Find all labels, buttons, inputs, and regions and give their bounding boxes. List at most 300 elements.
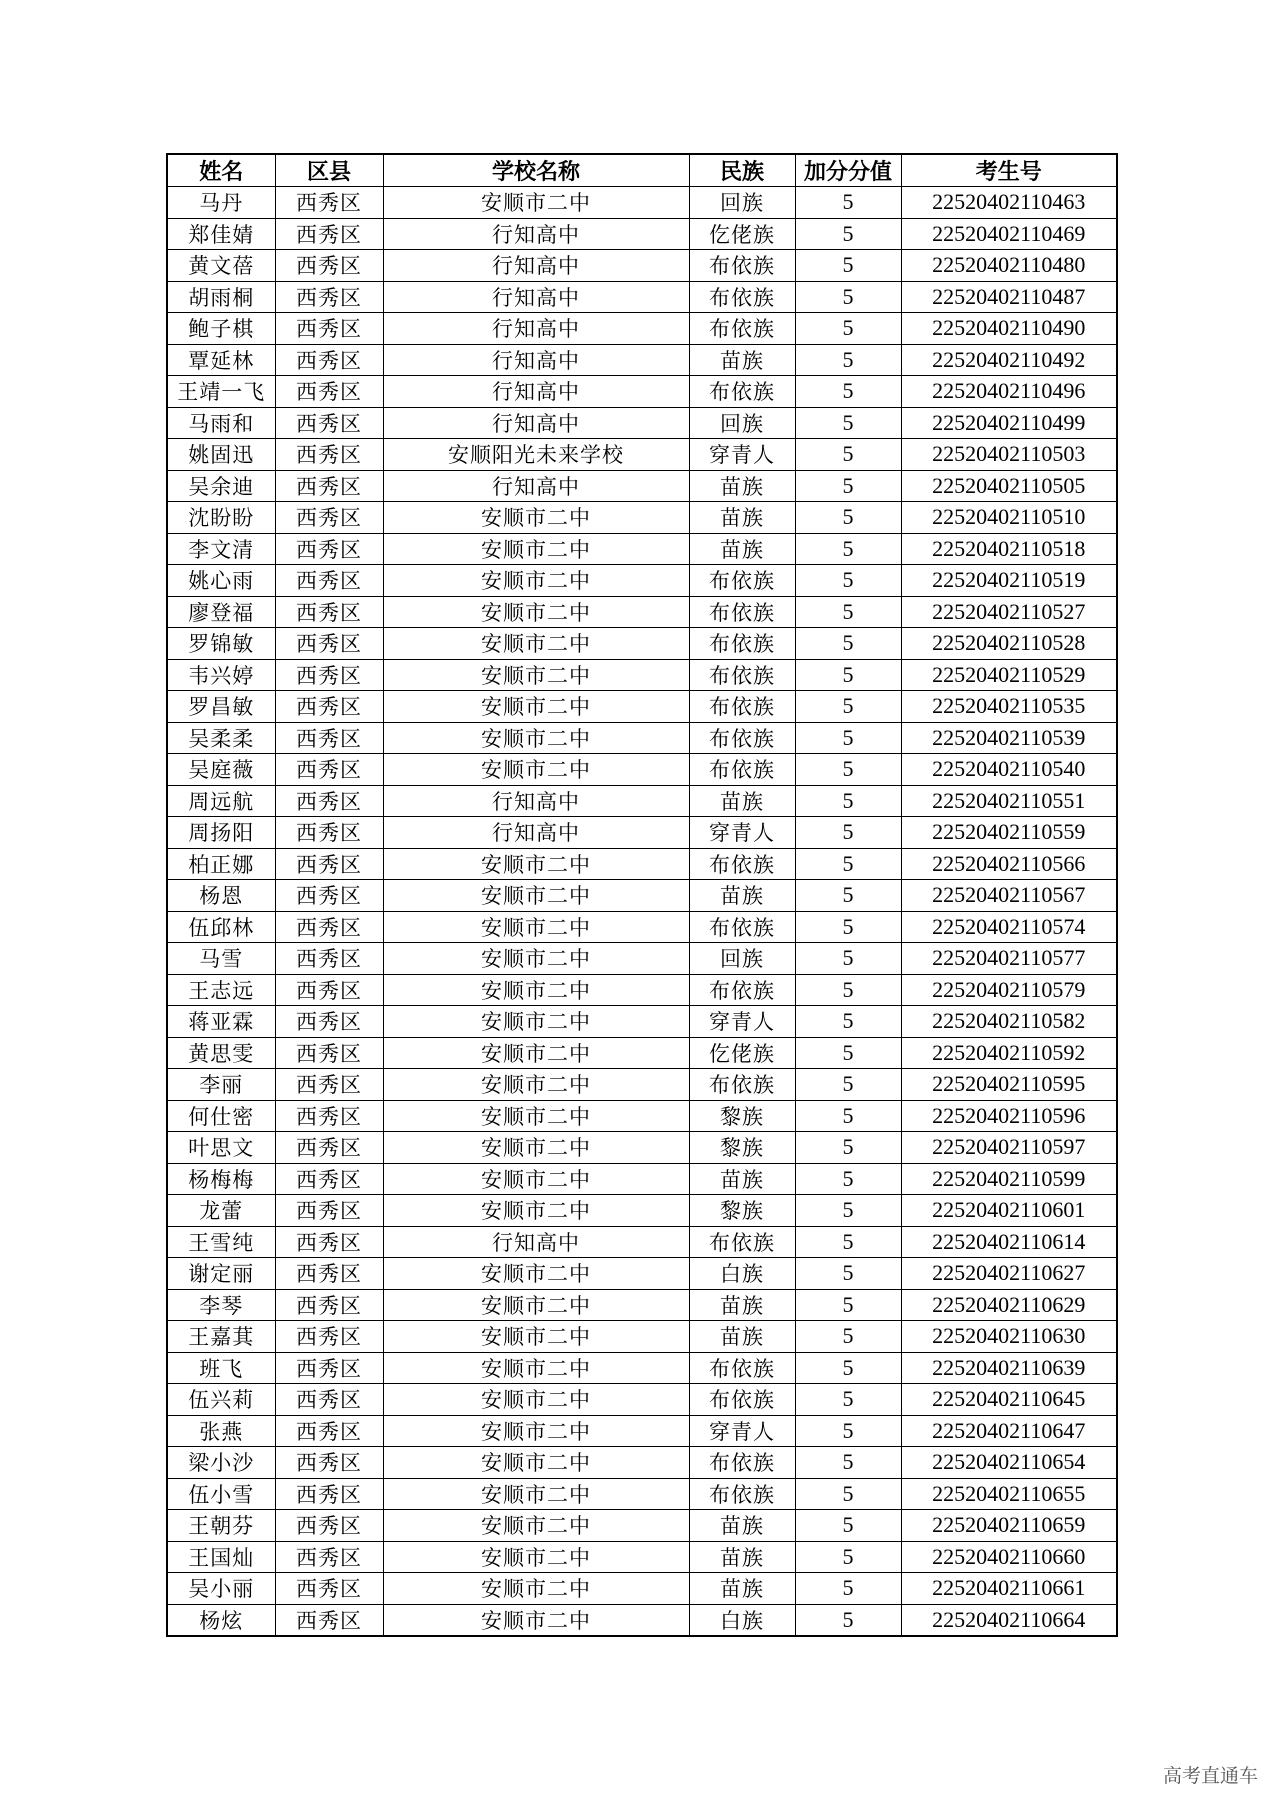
cell-bonus-points: 5 bbox=[795, 1541, 901, 1573]
cell-exam-id: 22520402110597 bbox=[901, 1132, 1117, 1164]
cell-county: 西秀区 bbox=[275, 785, 383, 817]
table-row bbox=[167, 1006, 1117, 1038]
cell-name: 马丹 bbox=[167, 187, 275, 219]
cell-ethnicity: 布依族 bbox=[689, 1226, 795, 1258]
cell-name: 梁小沙 bbox=[167, 1447, 275, 1479]
table-row bbox=[167, 817, 1117, 849]
cell-exam-id: 22520402110480 bbox=[901, 250, 1117, 282]
cell-county: 西秀区 bbox=[275, 218, 383, 250]
cell-ethnicity: 回族 bbox=[689, 407, 795, 439]
cell-school: 安顺市二中 bbox=[383, 1037, 689, 1069]
cell-ethnicity: 布依族 bbox=[689, 565, 795, 597]
table-row bbox=[167, 754, 1117, 786]
cell-exam-id: 22520402110579 bbox=[901, 974, 1117, 1006]
cell-bonus-points: 5 bbox=[795, 439, 901, 471]
cell-bonus-points: 5 bbox=[795, 218, 901, 250]
cell-ethnicity: 苗族 bbox=[689, 1510, 795, 1542]
table-row bbox=[167, 722, 1117, 754]
cell-school: 行知高中 bbox=[383, 817, 689, 849]
cell-exam-id: 22520402110614 bbox=[901, 1226, 1117, 1258]
cell-name: 吴余迪 bbox=[167, 470, 275, 502]
cell-exam-id: 22520402110629 bbox=[901, 1289, 1117, 1321]
cell-name: 覃延林 bbox=[167, 344, 275, 376]
cell-exam-id: 22520402110519 bbox=[901, 565, 1117, 597]
cell-bonus-points: 5 bbox=[795, 691, 901, 723]
cell-school: 安顺市二中 bbox=[383, 1541, 689, 1573]
cell-name: 韦兴婷 bbox=[167, 659, 275, 691]
cell-county: 西秀区 bbox=[275, 628, 383, 660]
table-row bbox=[167, 691, 1117, 723]
cell-school: 行知高中 bbox=[383, 785, 689, 817]
cell-name: 柏正娜 bbox=[167, 848, 275, 880]
cell-ethnicity: 黎族 bbox=[689, 1195, 795, 1227]
cell-county: 西秀区 bbox=[275, 470, 383, 502]
table-row bbox=[167, 1132, 1117, 1164]
cell-county: 西秀区 bbox=[275, 974, 383, 1006]
cell-ethnicity: 穿青人 bbox=[689, 1006, 795, 1038]
cell-ethnicity: 布依族 bbox=[689, 313, 795, 345]
cell-bonus-points: 5 bbox=[795, 407, 901, 439]
cell-county: 西秀区 bbox=[275, 848, 383, 880]
cell-ethnicity: 布依族 bbox=[689, 722, 795, 754]
cell-exam-id: 22520402110540 bbox=[901, 754, 1117, 786]
cell-school: 安顺市二中 bbox=[383, 565, 689, 597]
cell-ethnicity: 苗族 bbox=[689, 1573, 795, 1605]
cell-name: 伍邱林 bbox=[167, 911, 275, 943]
cell-county: 西秀区 bbox=[275, 596, 383, 628]
cell-school: 安顺市二中 bbox=[383, 1100, 689, 1132]
cell-name: 王国灿 bbox=[167, 1541, 275, 1573]
table-row bbox=[167, 659, 1117, 691]
cell-name: 李琴 bbox=[167, 1289, 275, 1321]
cell-ethnicity: 白族 bbox=[689, 1604, 795, 1636]
cell-school: 安顺市二中 bbox=[383, 187, 689, 219]
cell-bonus-points: 5 bbox=[795, 848, 901, 880]
cell-school: 安顺市二中 bbox=[383, 911, 689, 943]
cell-ethnicity: 布依族 bbox=[689, 1447, 795, 1479]
table-row bbox=[167, 218, 1117, 250]
cell-school: 安顺市二中 bbox=[383, 1069, 689, 1101]
cell-ethnicity: 苗族 bbox=[689, 785, 795, 817]
cell-exam-id: 22520402110577 bbox=[901, 943, 1117, 975]
cell-exam-id: 22520402110601 bbox=[901, 1195, 1117, 1227]
cell-bonus-points: 5 bbox=[795, 1447, 901, 1479]
cell-exam-id: 22520402110582 bbox=[901, 1006, 1117, 1038]
table-row bbox=[167, 1478, 1117, 1510]
cell-ethnicity: 穿青人 bbox=[689, 439, 795, 471]
cell-county: 西秀区 bbox=[275, 281, 383, 313]
cell-ethnicity: 布依族 bbox=[689, 596, 795, 628]
cell-ethnicity: 回族 bbox=[689, 943, 795, 975]
cell-county: 西秀区 bbox=[275, 565, 383, 597]
cell-name: 马雨和 bbox=[167, 407, 275, 439]
cell-ethnicity: 仡佬族 bbox=[689, 218, 795, 250]
cell-school: 安顺市二中 bbox=[383, 659, 689, 691]
table-row bbox=[167, 974, 1117, 1006]
cell-exam-id: 22520402110529 bbox=[901, 659, 1117, 691]
cell-ethnicity: 布依族 bbox=[689, 628, 795, 660]
table-row bbox=[167, 1226, 1117, 1258]
table-row bbox=[167, 628, 1117, 660]
cell-ethnicity: 布依族 bbox=[689, 1384, 795, 1416]
cell-exam-id: 22520402110639 bbox=[901, 1352, 1117, 1384]
cell-school: 安顺市二中 bbox=[383, 1510, 689, 1542]
cell-name: 王嘉萁 bbox=[167, 1321, 275, 1353]
table-row bbox=[167, 1541, 1117, 1573]
cell-exam-id: 22520402110595 bbox=[901, 1069, 1117, 1101]
table-row bbox=[167, 1447, 1117, 1479]
cell-name: 蒋亚霖 bbox=[167, 1006, 275, 1038]
cell-ethnicity: 布依族 bbox=[689, 974, 795, 1006]
cell-school: 安顺市二中 bbox=[383, 848, 689, 880]
cell-bonus-points: 5 bbox=[795, 659, 901, 691]
table-row bbox=[167, 533, 1117, 565]
cell-name: 张燕 bbox=[167, 1415, 275, 1447]
cell-school: 行知高中 bbox=[383, 1226, 689, 1258]
table-row bbox=[167, 848, 1117, 880]
cell-county: 西秀区 bbox=[275, 533, 383, 565]
cell-bonus-points: 5 bbox=[795, 1258, 901, 1290]
cell-ethnicity: 苗族 bbox=[689, 344, 795, 376]
cell-school: 安顺市二中 bbox=[383, 1006, 689, 1038]
table-row bbox=[167, 1604, 1117, 1636]
cell-bonus-points: 5 bbox=[795, 880, 901, 912]
watermark-text: 高考直通车 bbox=[1162, 1765, 1258, 1787]
cell-county: 西秀区 bbox=[275, 1478, 383, 1510]
cell-ethnicity: 回族 bbox=[689, 187, 795, 219]
cell-ethnicity: 苗族 bbox=[689, 470, 795, 502]
cell-exam-id: 22520402110490 bbox=[901, 313, 1117, 345]
cell-ethnicity: 布依族 bbox=[689, 250, 795, 282]
cell-name: 郑佳婧 bbox=[167, 218, 275, 250]
cell-name: 王朝芬 bbox=[167, 1510, 275, 1542]
cell-bonus-points: 5 bbox=[795, 502, 901, 534]
cell-exam-id: 22520402110659 bbox=[901, 1510, 1117, 1542]
table-row bbox=[167, 439, 1117, 471]
cell-bonus-points: 5 bbox=[795, 817, 901, 849]
table-row bbox=[167, 1195, 1117, 1227]
cell-name: 王靖一飞 bbox=[167, 376, 275, 408]
cell-ethnicity: 布依族 bbox=[689, 911, 795, 943]
cell-county: 西秀区 bbox=[275, 659, 383, 691]
cell-school: 安顺市二中 bbox=[383, 943, 689, 975]
cell-county: 西秀区 bbox=[275, 1604, 383, 1636]
header-school: 学校名称 bbox=[383, 154, 689, 187]
cell-name: 叶思文 bbox=[167, 1132, 275, 1164]
cell-exam-id: 22520402110551 bbox=[901, 785, 1117, 817]
cell-exam-id: 22520402110664 bbox=[901, 1604, 1117, 1636]
cell-school: 安顺阳光未来学校 bbox=[383, 439, 689, 471]
cell-exam-id: 22520402110599 bbox=[901, 1163, 1117, 1195]
cell-school: 行知高中 bbox=[383, 376, 689, 408]
cell-school: 安顺市二中 bbox=[383, 533, 689, 565]
cell-exam-id: 22520402110661 bbox=[901, 1573, 1117, 1605]
cell-ethnicity: 布依族 bbox=[689, 376, 795, 408]
cell-county: 西秀区 bbox=[275, 754, 383, 786]
table-row bbox=[167, 911, 1117, 943]
cell-name: 伍小雪 bbox=[167, 1478, 275, 1510]
cell-county: 西秀区 bbox=[275, 1100, 383, 1132]
cell-school: 安顺市二中 bbox=[383, 1447, 689, 1479]
cell-exam-id: 22520402110567 bbox=[901, 880, 1117, 912]
cell-county: 西秀区 bbox=[275, 1069, 383, 1101]
cell-exam-id: 22520402110510 bbox=[901, 502, 1117, 534]
cell-school: 安顺市二中 bbox=[383, 1258, 689, 1290]
table-row bbox=[167, 1100, 1117, 1132]
cell-name: 王志远 bbox=[167, 974, 275, 1006]
cell-exam-id: 22520402110574 bbox=[901, 911, 1117, 943]
cell-exam-id: 22520402110566 bbox=[901, 848, 1117, 880]
cell-ethnicity: 黎族 bbox=[689, 1132, 795, 1164]
cell-exam-id: 22520402110499 bbox=[901, 407, 1117, 439]
table-row bbox=[167, 1510, 1117, 1542]
table-row bbox=[167, 344, 1117, 376]
cell-school: 安顺市二中 bbox=[383, 596, 689, 628]
cell-county: 西秀区 bbox=[275, 1006, 383, 1038]
cell-county: 西秀区 bbox=[275, 1384, 383, 1416]
cell-school: 行知高中 bbox=[383, 344, 689, 376]
cell-county: 西秀区 bbox=[275, 1037, 383, 1069]
cell-bonus-points: 5 bbox=[795, 1132, 901, 1164]
cell-exam-id: 22520402110654 bbox=[901, 1447, 1117, 1479]
cell-bonus-points: 5 bbox=[795, 911, 901, 943]
cell-school: 安顺市二中 bbox=[383, 880, 689, 912]
cell-county: 西秀区 bbox=[275, 407, 383, 439]
cell-name: 黄思雯 bbox=[167, 1037, 275, 1069]
cell-school: 安顺市二中 bbox=[383, 1289, 689, 1321]
table-row bbox=[167, 1258, 1117, 1290]
cell-bonus-points: 5 bbox=[795, 1226, 901, 1258]
cell-ethnicity: 穿青人 bbox=[689, 1415, 795, 1447]
cell-bonus-points: 5 bbox=[795, 1604, 901, 1636]
cell-bonus-points: 5 bbox=[795, 470, 901, 502]
cell-ethnicity: 苗族 bbox=[689, 1321, 795, 1353]
table-header-row bbox=[167, 154, 1117, 187]
table-row bbox=[167, 1415, 1117, 1447]
cell-bonus-points: 5 bbox=[795, 1069, 901, 1101]
cell-county: 西秀区 bbox=[275, 722, 383, 754]
cell-name: 沈盼盼 bbox=[167, 502, 275, 534]
cell-school: 行知高中 bbox=[383, 470, 689, 502]
cell-county: 西秀区 bbox=[275, 1289, 383, 1321]
cell-ethnicity: 苗族 bbox=[689, 1163, 795, 1195]
cell-county: 西秀区 bbox=[275, 1132, 383, 1164]
table-row bbox=[167, 1384, 1117, 1416]
cell-ethnicity: 苗族 bbox=[689, 533, 795, 565]
table-row bbox=[167, 1321, 1117, 1353]
cell-county: 西秀区 bbox=[275, 943, 383, 975]
table-row bbox=[167, 502, 1117, 534]
cell-bonus-points: 5 bbox=[795, 785, 901, 817]
cell-name: 吴小丽 bbox=[167, 1573, 275, 1605]
cell-bonus-points: 5 bbox=[795, 565, 901, 597]
table-row bbox=[167, 1573, 1117, 1605]
cell-name: 胡雨桐 bbox=[167, 281, 275, 313]
cell-ethnicity: 白族 bbox=[689, 1258, 795, 1290]
table-row bbox=[167, 281, 1117, 313]
cell-county: 西秀区 bbox=[275, 250, 383, 282]
header-exam-id: 考生号 bbox=[901, 154, 1117, 187]
cell-exam-id: 22520402110627 bbox=[901, 1258, 1117, 1290]
cell-bonus-points: 5 bbox=[795, 344, 901, 376]
cell-name: 杨梅梅 bbox=[167, 1163, 275, 1195]
cell-name: 何仕密 bbox=[167, 1100, 275, 1132]
cell-county: 西秀区 bbox=[275, 911, 383, 943]
cell-ethnicity: 布依族 bbox=[689, 754, 795, 786]
cell-exam-id: 22520402110592 bbox=[901, 1037, 1117, 1069]
cell-bonus-points: 5 bbox=[795, 974, 901, 1006]
cell-school: 安顺市二中 bbox=[383, 502, 689, 534]
table-row bbox=[167, 187, 1117, 219]
cell-name: 廖登福 bbox=[167, 596, 275, 628]
cell-exam-id: 22520402110503 bbox=[901, 439, 1117, 471]
cell-name: 鲍子棋 bbox=[167, 313, 275, 345]
cell-name: 马雪 bbox=[167, 943, 275, 975]
cell-school: 安顺市二中 bbox=[383, 628, 689, 660]
cell-bonus-points: 5 bbox=[795, 187, 901, 219]
cell-name: 姚心雨 bbox=[167, 565, 275, 597]
document-sheet bbox=[166, 153, 1116, 1637]
cell-ethnicity: 布依族 bbox=[689, 691, 795, 723]
table-body bbox=[167, 187, 1117, 1637]
cell-bonus-points: 5 bbox=[795, 1321, 901, 1353]
cell-bonus-points: 5 bbox=[795, 281, 901, 313]
cell-bonus-points: 5 bbox=[795, 1573, 901, 1605]
cell-school: 安顺市二中 bbox=[383, 1604, 689, 1636]
cell-school: 行知高中 bbox=[383, 313, 689, 345]
cell-exam-id: 22520402110630 bbox=[901, 1321, 1117, 1353]
cell-name: 黄文蓓 bbox=[167, 250, 275, 282]
header-name: 姓名 bbox=[167, 154, 275, 187]
cell-county: 西秀区 bbox=[275, 1195, 383, 1227]
cell-bonus-points: 5 bbox=[795, 533, 901, 565]
table-row bbox=[167, 596, 1117, 628]
cell-bonus-points: 5 bbox=[795, 1289, 901, 1321]
table-row bbox=[167, 565, 1117, 597]
cell-school: 安顺市二中 bbox=[383, 1195, 689, 1227]
cell-bonus-points: 5 bbox=[795, 1163, 901, 1195]
cell-county: 西秀区 bbox=[275, 1447, 383, 1479]
cell-county: 西秀区 bbox=[275, 344, 383, 376]
table-row bbox=[167, 1069, 1117, 1101]
cell-ethnicity: 穿青人 bbox=[689, 817, 795, 849]
bonus-points-table bbox=[166, 153, 1118, 1637]
cell-exam-id: 22520402110645 bbox=[901, 1384, 1117, 1416]
cell-county: 西秀区 bbox=[275, 502, 383, 534]
cell-county: 西秀区 bbox=[275, 187, 383, 219]
cell-ethnicity: 黎族 bbox=[689, 1100, 795, 1132]
table-row bbox=[167, 943, 1117, 975]
table-row bbox=[167, 1289, 1117, 1321]
cell-county: 西秀区 bbox=[275, 1573, 383, 1605]
cell-school: 行知高中 bbox=[383, 250, 689, 282]
cell-bonus-points: 5 bbox=[795, 596, 901, 628]
table-row bbox=[167, 376, 1117, 408]
cell-ethnicity: 苗族 bbox=[689, 880, 795, 912]
cell-school: 安顺市二中 bbox=[383, 1478, 689, 1510]
table-row bbox=[167, 313, 1117, 345]
cell-bonus-points: 5 bbox=[795, 1384, 901, 1416]
header-county: 区县 bbox=[275, 154, 383, 187]
table-row bbox=[167, 250, 1117, 282]
cell-bonus-points: 5 bbox=[795, 1352, 901, 1384]
cell-bonus-points: 5 bbox=[795, 1195, 901, 1227]
cell-exam-id: 22520402110463 bbox=[901, 187, 1117, 219]
cell-exam-id: 22520402110528 bbox=[901, 628, 1117, 660]
cell-ethnicity: 布依族 bbox=[689, 659, 795, 691]
cell-county: 西秀区 bbox=[275, 376, 383, 408]
cell-name: 周远航 bbox=[167, 785, 275, 817]
cell-county: 西秀区 bbox=[275, 691, 383, 723]
cell-ethnicity: 苗族 bbox=[689, 502, 795, 534]
cell-exam-id: 22520402110496 bbox=[901, 376, 1117, 408]
cell-school: 行知高中 bbox=[383, 218, 689, 250]
cell-school: 安顺市二中 bbox=[383, 1415, 689, 1447]
cell-exam-id: 22520402110559 bbox=[901, 817, 1117, 849]
table-row bbox=[167, 470, 1117, 502]
header-bonus-points: 加分分值 bbox=[795, 154, 901, 187]
cell-bonus-points: 5 bbox=[795, 722, 901, 754]
cell-ethnicity: 布依族 bbox=[689, 1478, 795, 1510]
cell-exam-id: 22520402110527 bbox=[901, 596, 1117, 628]
cell-school: 安顺市二中 bbox=[383, 691, 689, 723]
cell-name: 李文清 bbox=[167, 533, 275, 565]
cell-county: 西秀区 bbox=[275, 1541, 383, 1573]
cell-ethnicity: 仡佬族 bbox=[689, 1037, 795, 1069]
cell-ethnicity: 苗族 bbox=[689, 1289, 795, 1321]
cell-name: 吴柔柔 bbox=[167, 722, 275, 754]
cell-name: 姚固迅 bbox=[167, 439, 275, 471]
cell-bonus-points: 5 bbox=[795, 628, 901, 660]
cell-bonus-points: 5 bbox=[795, 1415, 901, 1447]
cell-ethnicity: 布依族 bbox=[689, 848, 795, 880]
cell-name: 杨炫 bbox=[167, 1604, 275, 1636]
cell-bonus-points: 5 bbox=[795, 250, 901, 282]
cell-county: 西秀区 bbox=[275, 1510, 383, 1542]
cell-bonus-points: 5 bbox=[795, 1478, 901, 1510]
cell-bonus-points: 5 bbox=[795, 1100, 901, 1132]
table-row bbox=[167, 785, 1117, 817]
cell-ethnicity: 布依族 bbox=[689, 1352, 795, 1384]
cell-exam-id: 22520402110539 bbox=[901, 722, 1117, 754]
cell-exam-id: 22520402110596 bbox=[901, 1100, 1117, 1132]
cell-school: 安顺市二中 bbox=[383, 1384, 689, 1416]
cell-name: 龙蕾 bbox=[167, 1195, 275, 1227]
cell-name: 吴庭薇 bbox=[167, 754, 275, 786]
cell-school: 安顺市二中 bbox=[383, 974, 689, 1006]
cell-exam-id: 22520402110492 bbox=[901, 344, 1117, 376]
table-row bbox=[167, 407, 1117, 439]
cell-school: 安顺市二中 bbox=[383, 754, 689, 786]
cell-ethnicity: 布依族 bbox=[689, 1069, 795, 1101]
cell-school: 安顺市二中 bbox=[383, 1321, 689, 1353]
cell-school: 行知高中 bbox=[383, 281, 689, 313]
table-row bbox=[167, 880, 1117, 912]
cell-name: 罗昌敏 bbox=[167, 691, 275, 723]
header-ethnicity: 民族 bbox=[689, 154, 795, 187]
cell-exam-id: 22520402110647 bbox=[901, 1415, 1117, 1447]
cell-county: 西秀区 bbox=[275, 1258, 383, 1290]
cell-bonus-points: 5 bbox=[795, 1006, 901, 1038]
cell-school: 安顺市二中 bbox=[383, 722, 689, 754]
cell-county: 西秀区 bbox=[275, 313, 383, 345]
cell-county: 西秀区 bbox=[275, 1352, 383, 1384]
cell-county: 西秀区 bbox=[275, 1226, 383, 1258]
cell-school: 安顺市二中 bbox=[383, 1352, 689, 1384]
cell-school: 安顺市二中 bbox=[383, 1163, 689, 1195]
cell-ethnicity: 苗族 bbox=[689, 1541, 795, 1573]
cell-name: 周扬阳 bbox=[167, 817, 275, 849]
